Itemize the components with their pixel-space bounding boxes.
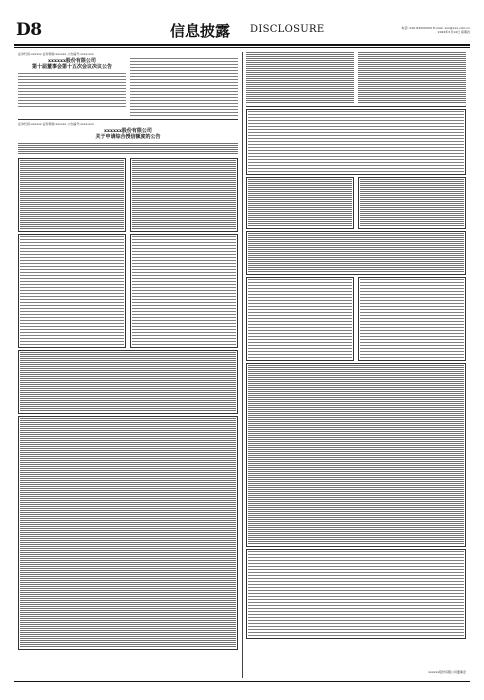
table-body bbox=[20, 236, 124, 346]
left-column bbox=[18, 52, 238, 678]
announcement-title bbox=[18, 128, 238, 140]
masthead-meta bbox=[350, 26, 470, 34]
divider bbox=[246, 106, 466, 107]
footer-rule bbox=[14, 681, 470, 682]
table-wide bbox=[246, 231, 466, 275]
table-body bbox=[248, 233, 464, 273]
announcement-credit-line bbox=[18, 122, 238, 155]
table-section bbox=[18, 158, 238, 232]
masthead-rule bbox=[14, 44, 470, 46]
contact-info: 电话: 010-6322XXXX E-mail: xxx@xxx.com.cn bbox=[401, 26, 470, 30]
table-wide bbox=[246, 109, 466, 175]
announcement-body-col2 bbox=[130, 58, 238, 116]
table-body bbox=[20, 160, 124, 230]
right-column bbox=[246, 52, 466, 678]
announcement-header: 证券代码:xxxxxx 证券简称:xxxxxx 公告编号:xxxx-xxx bbox=[18, 52, 94, 56]
table-body bbox=[132, 160, 236, 230]
text-block bbox=[246, 52, 466, 104]
table-section bbox=[246, 177, 466, 229]
column-divider bbox=[242, 52, 243, 678]
announcement-board-resolution bbox=[18, 52, 238, 116]
table-wide bbox=[18, 350, 238, 414]
company-name: xxxxxx股份有限公司 bbox=[104, 128, 152, 134]
announcement-subject: 第十届董事会第十五次会议决议公告 bbox=[31, 64, 112, 70]
table-wide bbox=[246, 363, 466, 547]
announcement-title bbox=[18, 58, 126, 70]
page-number: D8 bbox=[16, 20, 42, 40]
issue-date: 2024年3月14日 星期四 bbox=[437, 30, 470, 34]
paragraph bbox=[358, 52, 466, 104]
signature-line: xxxxxx股份有限公司董事会 bbox=[428, 670, 466, 674]
table-wide bbox=[18, 416, 238, 650]
divider bbox=[18, 119, 238, 120]
announcement-body bbox=[18, 143, 238, 155]
table-body bbox=[20, 418, 236, 648]
table-body bbox=[248, 279, 352, 359]
table-body bbox=[360, 279, 464, 359]
table-wide bbox=[246, 549, 466, 639]
paragraph bbox=[246, 52, 354, 104]
table-body bbox=[248, 179, 352, 227]
table-body bbox=[360, 179, 464, 227]
announcement-header: 证券代码:xxxxxx 证券简称:xxxxxx 公告编号:xxxx-xxx bbox=[18, 122, 94, 126]
company-name: xxxxxx股份有限公司 bbox=[48, 58, 96, 64]
masthead-rule-thin bbox=[14, 47, 470, 48]
table-body bbox=[248, 111, 464, 173]
announcement-subject: 关于申请综合授信额度的公告 bbox=[95, 134, 161, 140]
table-body bbox=[20, 352, 236, 412]
section-title: 信息披露 bbox=[170, 22, 231, 40]
table-body bbox=[132, 236, 236, 346]
announcement-body bbox=[18, 73, 126, 107]
table-body bbox=[248, 365, 464, 545]
table-body bbox=[248, 551, 464, 637]
table-section bbox=[246, 277, 466, 361]
masthead bbox=[14, 20, 470, 42]
section-subtitle: DISCLOSURE bbox=[250, 24, 325, 35]
table-section bbox=[18, 234, 238, 348]
